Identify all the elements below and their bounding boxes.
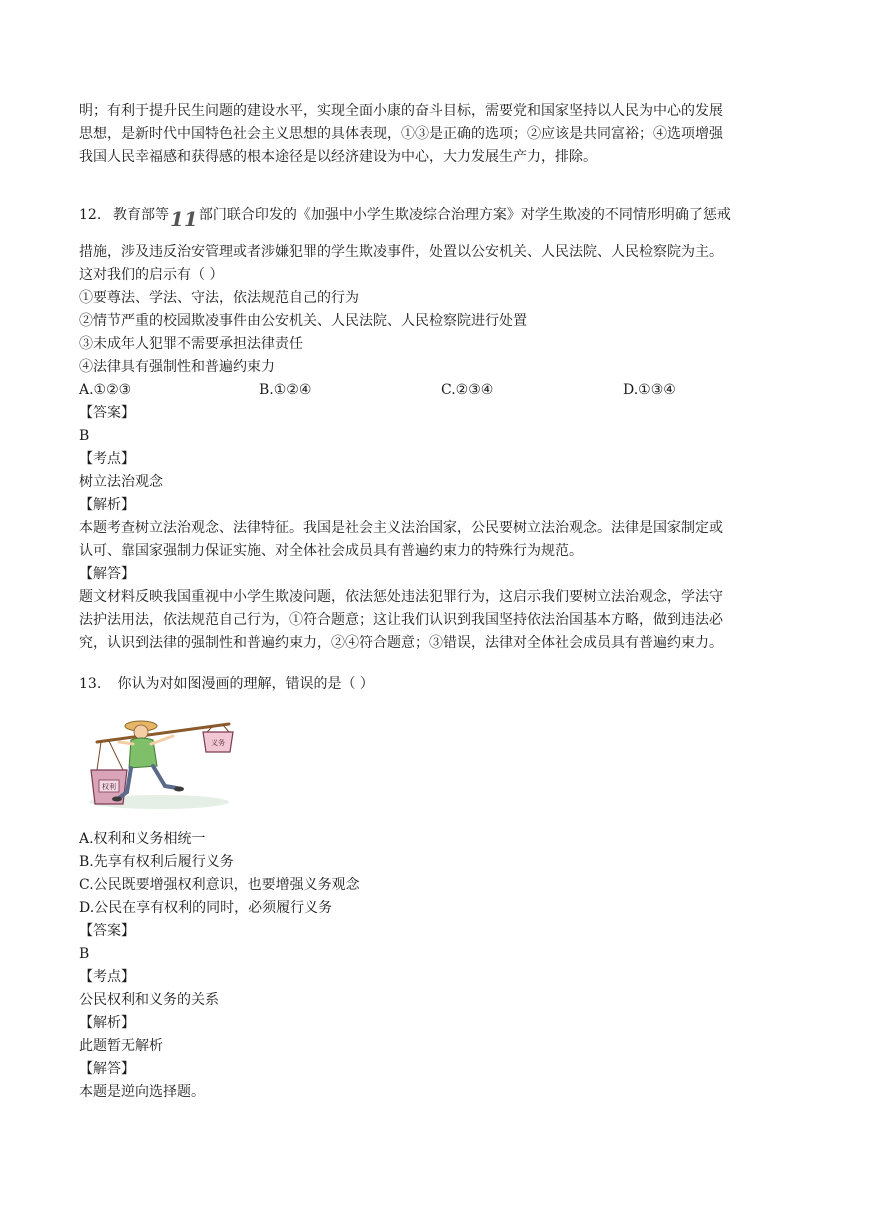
solution-heading: 【解答】	[79, 566, 135, 582]
point-value: 树立法治观念	[79, 474, 163, 490]
option-b: B.先享有权利后履行义务	[79, 854, 234, 870]
answer-heading: 【答案】	[79, 923, 135, 939]
option-b: B.①②④	[259, 382, 312, 398]
solution-heading: 【解答】	[79, 1061, 135, 1077]
stem-text: 教育部等	[113, 207, 169, 223]
stem-line: 这对我们的启示有（ ）	[79, 267, 224, 283]
answer-value: B	[79, 428, 90, 444]
stem-text: 部门联合印发的《加强中小学生欺凌综合治理方案》对学生欺凌的不同情形明确了惩戒	[198, 207, 731, 223]
document-page	[79, 100, 799, 1104]
text-line: 我国人民幸福感和获得感的根本途径是以经济建设为中心，大力发展生产力，排除。	[79, 149, 597, 165]
point-heading: 【考点】	[79, 969, 135, 985]
question-number: 12.	[79, 207, 102, 223]
option-c: C.公民既要增强权利意识，也要增强义务观念	[79, 877, 360, 893]
text-line: 明；有利于提升民生问题的建设水平，实现全面小康的奋斗目标，需要党和国家坚持以人民为中心的发展	[79, 103, 723, 119]
option-a: A.权利和义务相统一	[79, 831, 206, 847]
solution-line: 究，认识到法律的强制性和普遍约束力，②④符合题意；③错误，法律对全体社会成员具有普遍约束力。	[79, 635, 723, 651]
analysis-heading: 【解析】	[79, 497, 135, 513]
solution-line: 题文材料反映我国重视中小学生欺凌问题，依法惩处违法犯罪行为，这启示我们要树立法治观念，学法守	[79, 589, 723, 605]
question-12	[79, 187, 799, 655]
statement-3: ③未成年人犯罪不需要承担法律责任	[79, 336, 303, 352]
stem-line: 措施，涉及违反治安管理或者涉嫌犯罪的学生欺凌事件，处置以公安机关、人民法院、人民检察院为主。	[79, 244, 723, 260]
answer-options	[79, 379, 799, 402]
question-stem-first-line	[79, 187, 799, 231]
statement-4: ④法律具有强制性和普遍约束力	[79, 359, 275, 375]
point-value: 公民权利和义务的关系	[79, 992, 219, 1008]
option-a: A.①②③	[79, 382, 132, 398]
question-number: 13.	[79, 676, 102, 692]
option-c: C.②③④	[441, 382, 494, 398]
solution-value: 本题是逆向选择题。	[79, 1084, 205, 1100]
statement-1: ①要尊法、学法、守法，依法规范自己的行为	[79, 290, 359, 306]
solution-line: 法护法用法，依法规范自己行为，①符合题意；这让我们认识到我国坚持依法治国基本方略，做到违法必	[79, 612, 723, 628]
analysis-heading: 【解析】	[79, 1015, 135, 1031]
left-basket-label: 权利	[102, 783, 116, 791]
question-13	[79, 673, 799, 1104]
stem-number-11: 11	[170, 207, 198, 231]
statement-2: ②情节严重的校园欺凌事件由公安机关、人民法院、人民检察院进行处置	[79, 313, 527, 329]
answer-value: B	[79, 946, 90, 962]
intro-paragraph	[79, 100, 799, 169]
analysis-line: 认可、靠国家强制力保证实施、对全体社会成员具有普遍约束力的特殊行为规范。	[79, 543, 583, 559]
stem-text: 你认为对如图漫画的理解，错误的是（ ）	[117, 676, 374, 692]
cartoon-figure-carrying-pole-icon	[79, 712, 239, 812]
option-d: D.公民在享有权利的同时，必须履行义务	[79, 900, 333, 916]
text-line: 思想，是新时代中国特色社会主义思想的具体表现，①③是正确的选项；②应该是共同富裕；④选项增强	[79, 126, 723, 142]
right-basket-label: 义务	[211, 739, 225, 747]
question-stem	[79, 673, 799, 696]
analysis-value: 此题暂无解析	[79, 1038, 163, 1054]
point-heading: 【考点】	[79, 451, 135, 467]
cartoon-image	[79, 712, 239, 812]
option-d: D.①③④	[623, 382, 676, 398]
analysis-line: 本题考查树立法治观念、法律特征。我国是社会主义法治国家，公民要树立法治观念。法律是国家制定或	[79, 520, 723, 536]
answer-heading: 【答案】	[79, 405, 135, 421]
